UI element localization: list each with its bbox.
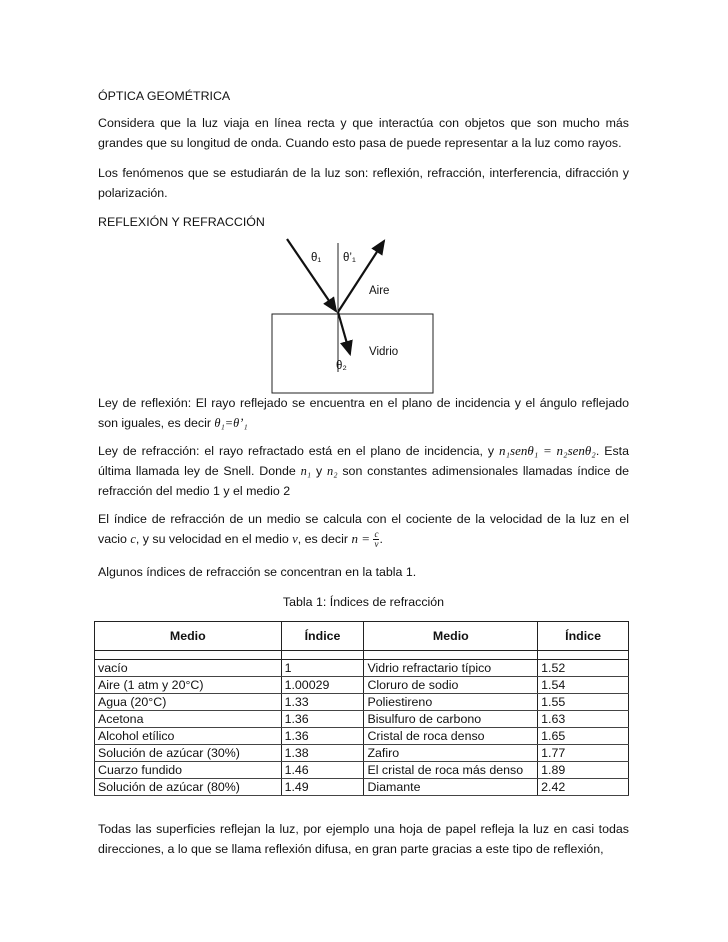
- refraction-index-table: [94, 621, 629, 796]
- table-cell: 2.42: [538, 779, 629, 796]
- table-row: [95, 660, 629, 677]
- table-cell: 1.33: [281, 694, 364, 711]
- table-cell: Cristal de roca denso: [364, 728, 538, 745]
- table-cell: Cloruro de sodio: [364, 677, 538, 694]
- table-cell: 1.77: [538, 745, 629, 762]
- table-cell: 1.63: [538, 711, 629, 728]
- table-row: [95, 694, 629, 711]
- header-medium-1: Medio: [95, 622, 282, 651]
- snell-equation: n₁senθ₁ = n₂senθ₂: [499, 443, 596, 458]
- table-row: [95, 677, 629, 694]
- header-index-1: Índice: [281, 622, 364, 651]
- section-heading: REFLEXIÓN Y REFRACCIÓN: [98, 215, 265, 229]
- table-cell: Vidrio refractario típico: [364, 660, 538, 677]
- air-label: Aire: [369, 285, 390, 297]
- header-index-2: Índice: [538, 622, 629, 651]
- table-cell: 1.54: [538, 677, 629, 694]
- table-cell: 1.52: [538, 660, 629, 677]
- refracted-ray: [338, 312, 350, 354]
- reflection-law-equation: θ₁=θ’₁: [214, 416, 248, 430]
- table-cell: El cristal de roca más denso: [364, 762, 538, 779]
- table-cell: [538, 651, 629, 660]
- table-cell: Cuarzo fundido: [95, 762, 282, 779]
- glass-block: [272, 314, 433, 393]
- phenomena-paragraph: Los fenómenos que se estudiarán de la luz son: reflexión, refracción, interferencia, difracción y polarización.: [98, 166, 629, 200]
- table-cell: Solución de azúcar (80%): [95, 779, 282, 796]
- table-cell: 1.55: [538, 694, 629, 711]
- table-cell: 1.65: [538, 728, 629, 745]
- table-cell: 1.89: [538, 762, 629, 779]
- glass-label: Vidrio: [369, 346, 399, 358]
- table-row: [95, 779, 629, 796]
- table-cell: Diamante: [364, 779, 538, 796]
- reflection-law-text: Ley de reflexión: El rayo reflejado se encuentra en el plano de incidencia y el ángulo reflejado son iguales, es decir: [98, 396, 629, 430]
- table-cell: 1.00029: [281, 677, 364, 694]
- diffuse-reflection-paragraph: Todas las superficies reflejan la luz, por ejemplo una hoja de papel refleja la luz en casi todas direcciones, a lo que se llama reflexión difusa, en gran parte gracias a este tipo de reflexión,: [98, 822, 629, 856]
- table-row: [95, 762, 629, 779]
- table-caption: Tabla 1: Índices de refracción: [282, 595, 445, 609]
- table-cell: 1.49: [281, 779, 364, 796]
- refraction-law-paragraph: Ley de refracción: el rayo refractado está en el plano de incidencia, y n₁senθ₁ = n₂senθ₂. Esta última llamada ley de Snell. Donde n₁ y n₂ son constantes adimensionales llamadas índice de refracción del medio 1 y el medio 2: [98, 443, 629, 498]
- page-title: ÓPTICA GEOMÉTRICA: [98, 89, 231, 103]
- table-intro-paragraph: Algunos índices de refracción se concentran en la tabla 1.: [98, 565, 417, 579]
- index-fraction: $\frac{c}{v}$: [374, 529, 379, 550]
- theta-1-label: θ₁: [311, 252, 322, 264]
- incident-ray: [287, 239, 336, 311]
- table-cell: 1.36: [281, 728, 364, 745]
- theta-1-prime-label: θ’₁: [343, 252, 356, 264]
- table-cell: [281, 651, 364, 660]
- table-cell: Poliestireno: [364, 694, 538, 711]
- table-cell: Acetona: [95, 711, 282, 728]
- reflection-law-paragraph: [98, 393, 629, 433]
- theta-2-label: θ₂: [336, 360, 347, 372]
- table-cell: Agua (20°C): [95, 694, 282, 711]
- index-equation-lhs: n =: [351, 531, 370, 546]
- table-row: [95, 711, 629, 728]
- header-medium-2: Medio: [364, 622, 538, 651]
- table-cell: [95, 651, 282, 660]
- table-cell: vacío: [95, 660, 282, 677]
- table-cell: Aire (1 atm y 20°C): [95, 677, 282, 694]
- table-row: [95, 728, 629, 745]
- table-header-row: [95, 622, 629, 651]
- table-cell: Solución de azúcar (30%): [95, 745, 282, 762]
- table-cell: 1: [281, 660, 364, 677]
- table-cell: Alcohol etílico: [95, 728, 282, 745]
- table-row: [95, 745, 629, 762]
- table-cell: 1.38: [281, 745, 364, 762]
- intro-paragraph: Considera que la luz viaja en línea recta y que interactúa con objetos que son mucho más grandes que su longitud de onda. Cuando esto pasa de puede representar a la luz como rayos.: [98, 116, 629, 150]
- index-paragraph: El índice de refracción de un medio se calcula con el cociente de la velocidad de la luz en el vacio c, y su velocidad en el medio v, es decir n = $\frac{c}{v}$ .: [98, 512, 629, 550]
- table-cell: Zafiro: [364, 745, 538, 762]
- table-cell: 1.36: [281, 711, 364, 728]
- table-cell: [364, 651, 538, 660]
- table-cell: 1.46: [281, 762, 364, 779]
- table-cell: Bisulfuro de carbono: [364, 711, 538, 728]
